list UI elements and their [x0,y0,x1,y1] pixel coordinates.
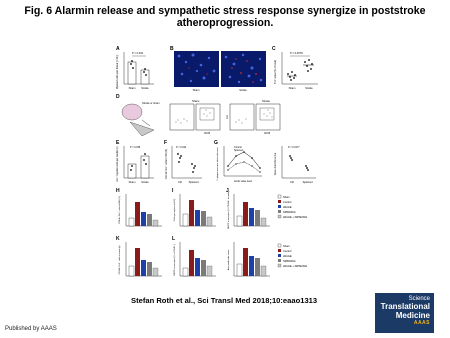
panel-d-yaxis: Gr1 [226,115,229,119]
panel-c-group-2: Stroke [305,87,313,90]
legend-bottom-1: Sham [283,244,290,248]
panel-h-bar-plot [118,194,162,226]
panel-a-ylabel: Myeloid cells per femur (×10⁶) [116,54,119,90]
panel-f-dot-plot [165,146,202,184]
panel-g-line-plot [216,146,262,183]
panel-f-group-1: Ctrl [177,181,183,184]
panel-c-scatter-plot [273,51,318,90]
panel-k-bar-plot [118,242,162,276]
panel-d-xaxis-right: CD45 [263,132,271,135]
panel-a-label: A [116,46,120,52]
panel-f-ylabel: CD11b⁺Gr1⁺ cells in BM (%) [165,148,168,180]
panel-d-schematic-label: Stroke or sham [142,102,160,105]
panel-e-pval: P = 0.036 [130,146,141,149]
journal-logo-line1: Science [408,296,430,302]
panel-d-brain-icon [122,104,142,120]
panel-h-ylabel: CD11b⁺Gr1⁺ cells in BM (%) [119,196,121,224]
panel-a-group-2: Stroke [141,87,149,90]
panel-i-ylabel: Cells per spleen (×10⁶) [174,198,176,222]
panel-j-ylabel: NMCF monocytes (% CD11b⁺ in aorta) [228,191,230,229]
journal-logo-line2: Translational [380,302,430,311]
publisher-credit: Published by AAAS [5,326,57,332]
panel-g-legend-2: Splenect. [234,149,244,152]
panel-b-left-label: Sham [192,89,200,92]
legend-bottom-4: SR59230A [283,259,296,263]
panel-j-bar-plot [227,191,270,229]
journal-logo [375,293,434,333]
panel-l-auc-plot [227,242,270,276]
panel-e-ylabel: Gr1⁺ myeloid cells per carotid (n) [116,146,119,182]
panel-d-mouse-icon [130,122,154,136]
legend-bottom [278,244,307,268]
panel-i-bar-plot [173,194,216,226]
legend-top [278,195,307,219]
panel-f-pval: P = 0.044 [176,146,187,149]
panel-a-bar-stroke [141,70,149,84]
panel-c-ylabel: TH⁺ area (% of total) [274,60,277,84]
panel-e-group-1: Sham [128,181,136,184]
panel-d-facs-plots [170,99,280,135]
panel-b-label: B [170,46,174,52]
panel-g-xlabel: Aortic valve level [234,180,252,183]
panel-a-pval: P = 0.032 [132,52,144,55]
panel-d-facs-left-title: Sham [192,99,200,103]
panel-b-micrographs [174,51,266,92]
panel-c-group-1: Sham [288,87,296,90]
panel-k-ylabel: CD11b⁺Gr1⁺ cells in aorta (n) [119,245,121,275]
panel-f-group-2: Splenect. [188,181,200,184]
panel-g-label: G [214,140,218,146]
legend-top-1: Sham [283,195,290,199]
panel-c-label: C [272,46,276,52]
panel-a-bar-sham [128,62,136,84]
panel-d-schematic [122,101,160,136]
panel-d-facs-right-title: Stroke [262,99,271,103]
legend-top-3: sRAGE [283,205,292,209]
panel-g-ylabel: % plaque area per total valve area [217,147,219,181]
figure-panels [112,44,326,306]
panel-e-bar-plot [116,146,154,184]
legend-bottom-3: sRAGE [283,254,292,258]
panel-la-ylabel: Area under the curve [228,249,230,271]
panel-gb-group-2: Splenect. [302,181,314,184]
panel-gb-ylabel: Area under the curve [274,152,277,176]
figure-title: Fig. 6 Alarmin release and sympathetic stress response synergize in poststroke atheroprogression. [24,5,426,29]
panel-l-label: L [172,236,176,242]
panel-b-right-label: Stroke [239,89,247,92]
panel-d-label: D [116,94,120,100]
panel-g-auc-plot [274,146,316,184]
panel-d-xaxis-left: CD45 [203,132,211,135]
panel-f-label: F [164,140,168,146]
panel-a-bar-plot [115,51,154,90]
journal-logo-line3: Medicine [395,311,430,320]
panel-k-label: K [116,236,120,242]
legend-top-5: sRAGE + SR59230A [283,215,308,219]
panel-c-pval: P = 0.0078 [290,52,303,55]
panel-gb-group-1: Ctrl [289,181,295,184]
panel-l-bar-plot [173,242,216,276]
legend-top-2: Control [283,200,292,204]
panel-gb-pval: P = 0.0177 [288,146,300,149]
legend-bottom-5: sRAGE + SR59230A [283,264,308,268]
legend-top-4: SR59230A [283,210,296,214]
panel-b-sham-image [174,51,219,87]
figure-citation: Stefan Roth et al., Sci Transl Med 2018;10:eaao1313 [131,296,318,305]
panel-g-legend-1: Control [234,146,242,149]
panel-b-stroke-image [221,51,266,87]
panel-e-label: E [116,140,120,146]
panel-a-group-1: Sham [128,87,136,90]
panel-h-label: H [116,188,120,194]
legend-bottom-2: Control [283,249,292,253]
journal-logo-line4: AAAS [413,320,430,326]
panel-i-label: I [172,188,174,194]
panel-l-ylabel: NMCF monocytes (% of CD45⁺) [174,244,176,276]
panel-j-label: J [226,188,229,194]
panel-e-group-2: Stroke [141,181,149,184]
